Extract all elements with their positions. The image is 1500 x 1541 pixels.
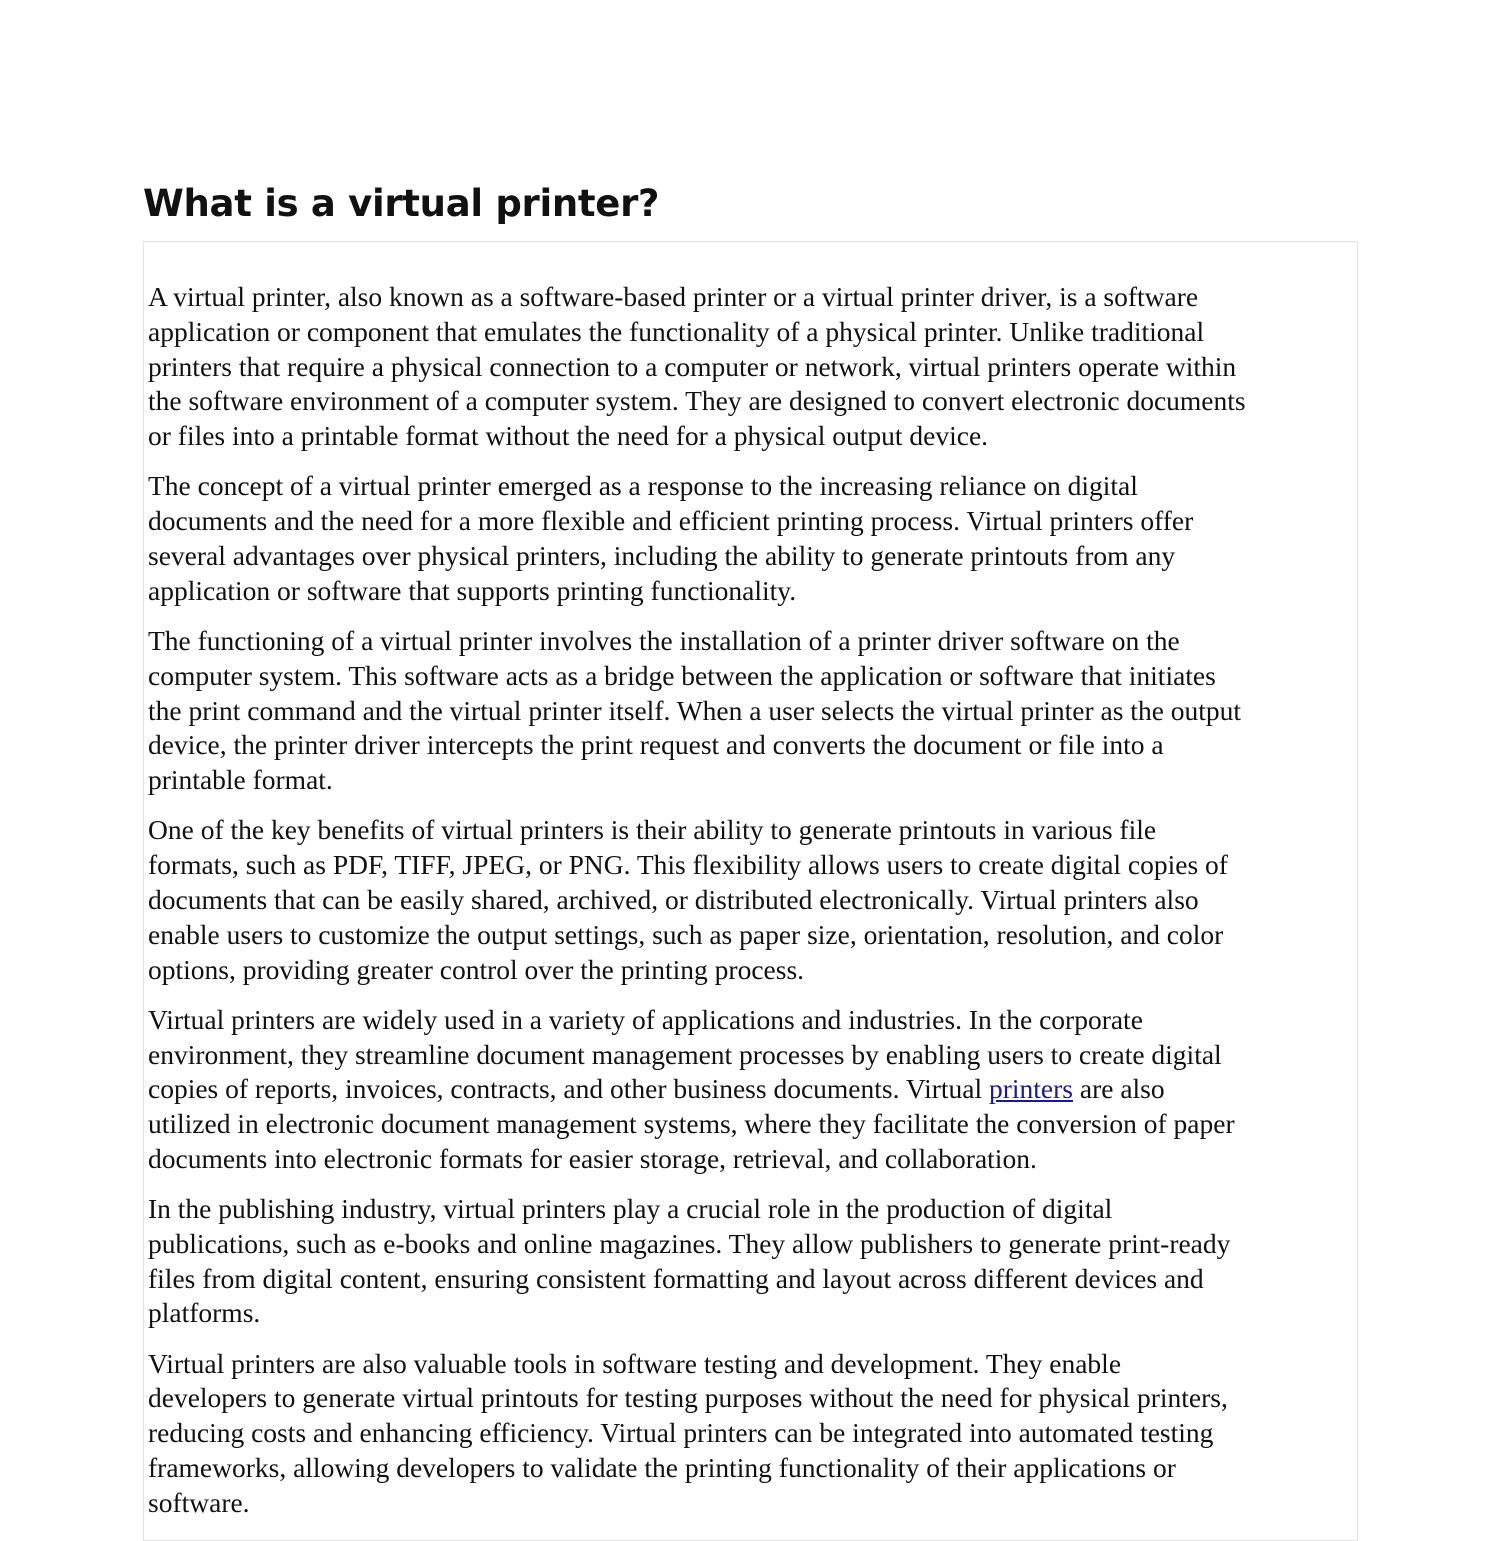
text-line: formats, such as PDF, TIFF, JPEG, or PNG. This flexibility allows users to create digital copies of (148, 849, 1228, 881)
text-line: publications, such as e-books and online magazines. They allow publishers to generate print-ready (148, 1227, 1231, 1259)
text-line: the print command and the virtual printer itself. When a user selects the virtual printer as the output (148, 694, 1242, 726)
paragraph-testing (148, 1347, 1358, 1521)
text-line: reducing costs and enhancing efficiency. Virtual printers can be integrated into automated testing (148, 1417, 1214, 1449)
text-line: Virtual printers are also valuable tools in software testing and development. They enable (148, 1347, 1122, 1379)
text-line: several advantages over physical printers, including the ability to generate printouts from any (148, 539, 1176, 571)
article-body (148, 280, 1358, 1536)
printers-link[interactable]: printers (988, 1073, 1073, 1105)
text-line: printers that require a physical connection to a computer or network, virtual printers operate within (148, 350, 1237, 382)
page-title: What is a virtual printer? (143, 182, 660, 225)
text-line: files from digital content, ensuring consistent formatting and layout across different devices and (148, 1262, 1204, 1294)
text-line: A virtual printer, also known as a software-based printer or a virtual printer driver, is a software (148, 281, 1199, 312)
paragraph-usage (148, 1003, 1358, 1177)
paragraph-concept (148, 469, 1358, 608)
text-line: documents that can be easily shared, archived, or distributed electronically. Virtual printers also (148, 883, 1199, 915)
text-line: computer system. This software acts as a bridge between the application or software that initiates (148, 659, 1216, 691)
text-line: application or software that supports printing functionality. (148, 574, 797, 606)
text-line: or files into a printable format without the need for a physical output device. (148, 420, 989, 452)
text-line: printable format. (148, 764, 333, 796)
text-line: options, providing greater control over the printing process. (148, 953, 805, 985)
paragraph-publishing (148, 1192, 1358, 1331)
text-line: environment, they streamline document management processes by enabling users to create digital (148, 1038, 1222, 1070)
text-line: utilized in electronic document management systems, where they facilitate the conversion of paper (148, 1108, 1235, 1140)
text-line: the software environment of a computer system. They are designed to convert electronic documents (148, 385, 1246, 417)
text-line: software. (148, 1486, 250, 1518)
text-line: The concept of a virtual printer emerged as a response to the increasing reliance on digital (148, 470, 1138, 502)
paragraph-intro (148, 280, 1358, 454)
text-line: are also (1073, 1073, 1165, 1105)
text-line: Virtual printers are widely used in a variety of applications and industries. In the corporate (148, 1003, 1143, 1035)
text-line: copies of reports, invoices, contracts, and other business documents. Virtual (148, 1073, 989, 1105)
text-line: developers to generate virtual printouts for testing purposes without the need for physical printers, (148, 1382, 1228, 1414)
text-line: documents and the need for a more flexible and efficient printing process. Virtual printers offer (148, 505, 1194, 537)
text-line: documents into electronic formats for easier storage, retrieval, and collaboration. (148, 1142, 1037, 1174)
text-line: One of the key benefits of virtual printers is their ability to generate printouts in various file (148, 814, 1157, 846)
text-line: application or component that emulates the functionality of a physical printer. Unlike traditional (148, 315, 1205, 347)
text-line: device, the printer driver intercepts the print request and converts the document or file into a (148, 729, 1164, 761)
text-line: frameworks, allowing developers to validate the printing functionality of their applications or (148, 1452, 1176, 1484)
text-line: In the publishing industry, virtual printers play a crucial role in the production of digital (148, 1193, 1113, 1225)
text-line: The functioning of a virtual printer involves the installation of a printer driver software on the (148, 624, 1180, 656)
text-line: platforms. (148, 1297, 261, 1329)
paragraph-benefits (148, 813, 1358, 987)
article-container[interactable] (143, 241, 1358, 1541)
paragraph-functioning (148, 624, 1358, 798)
text-line: enable users to customize the output settings, such as paper size, orientation, resolution, and color (148, 918, 1224, 950)
